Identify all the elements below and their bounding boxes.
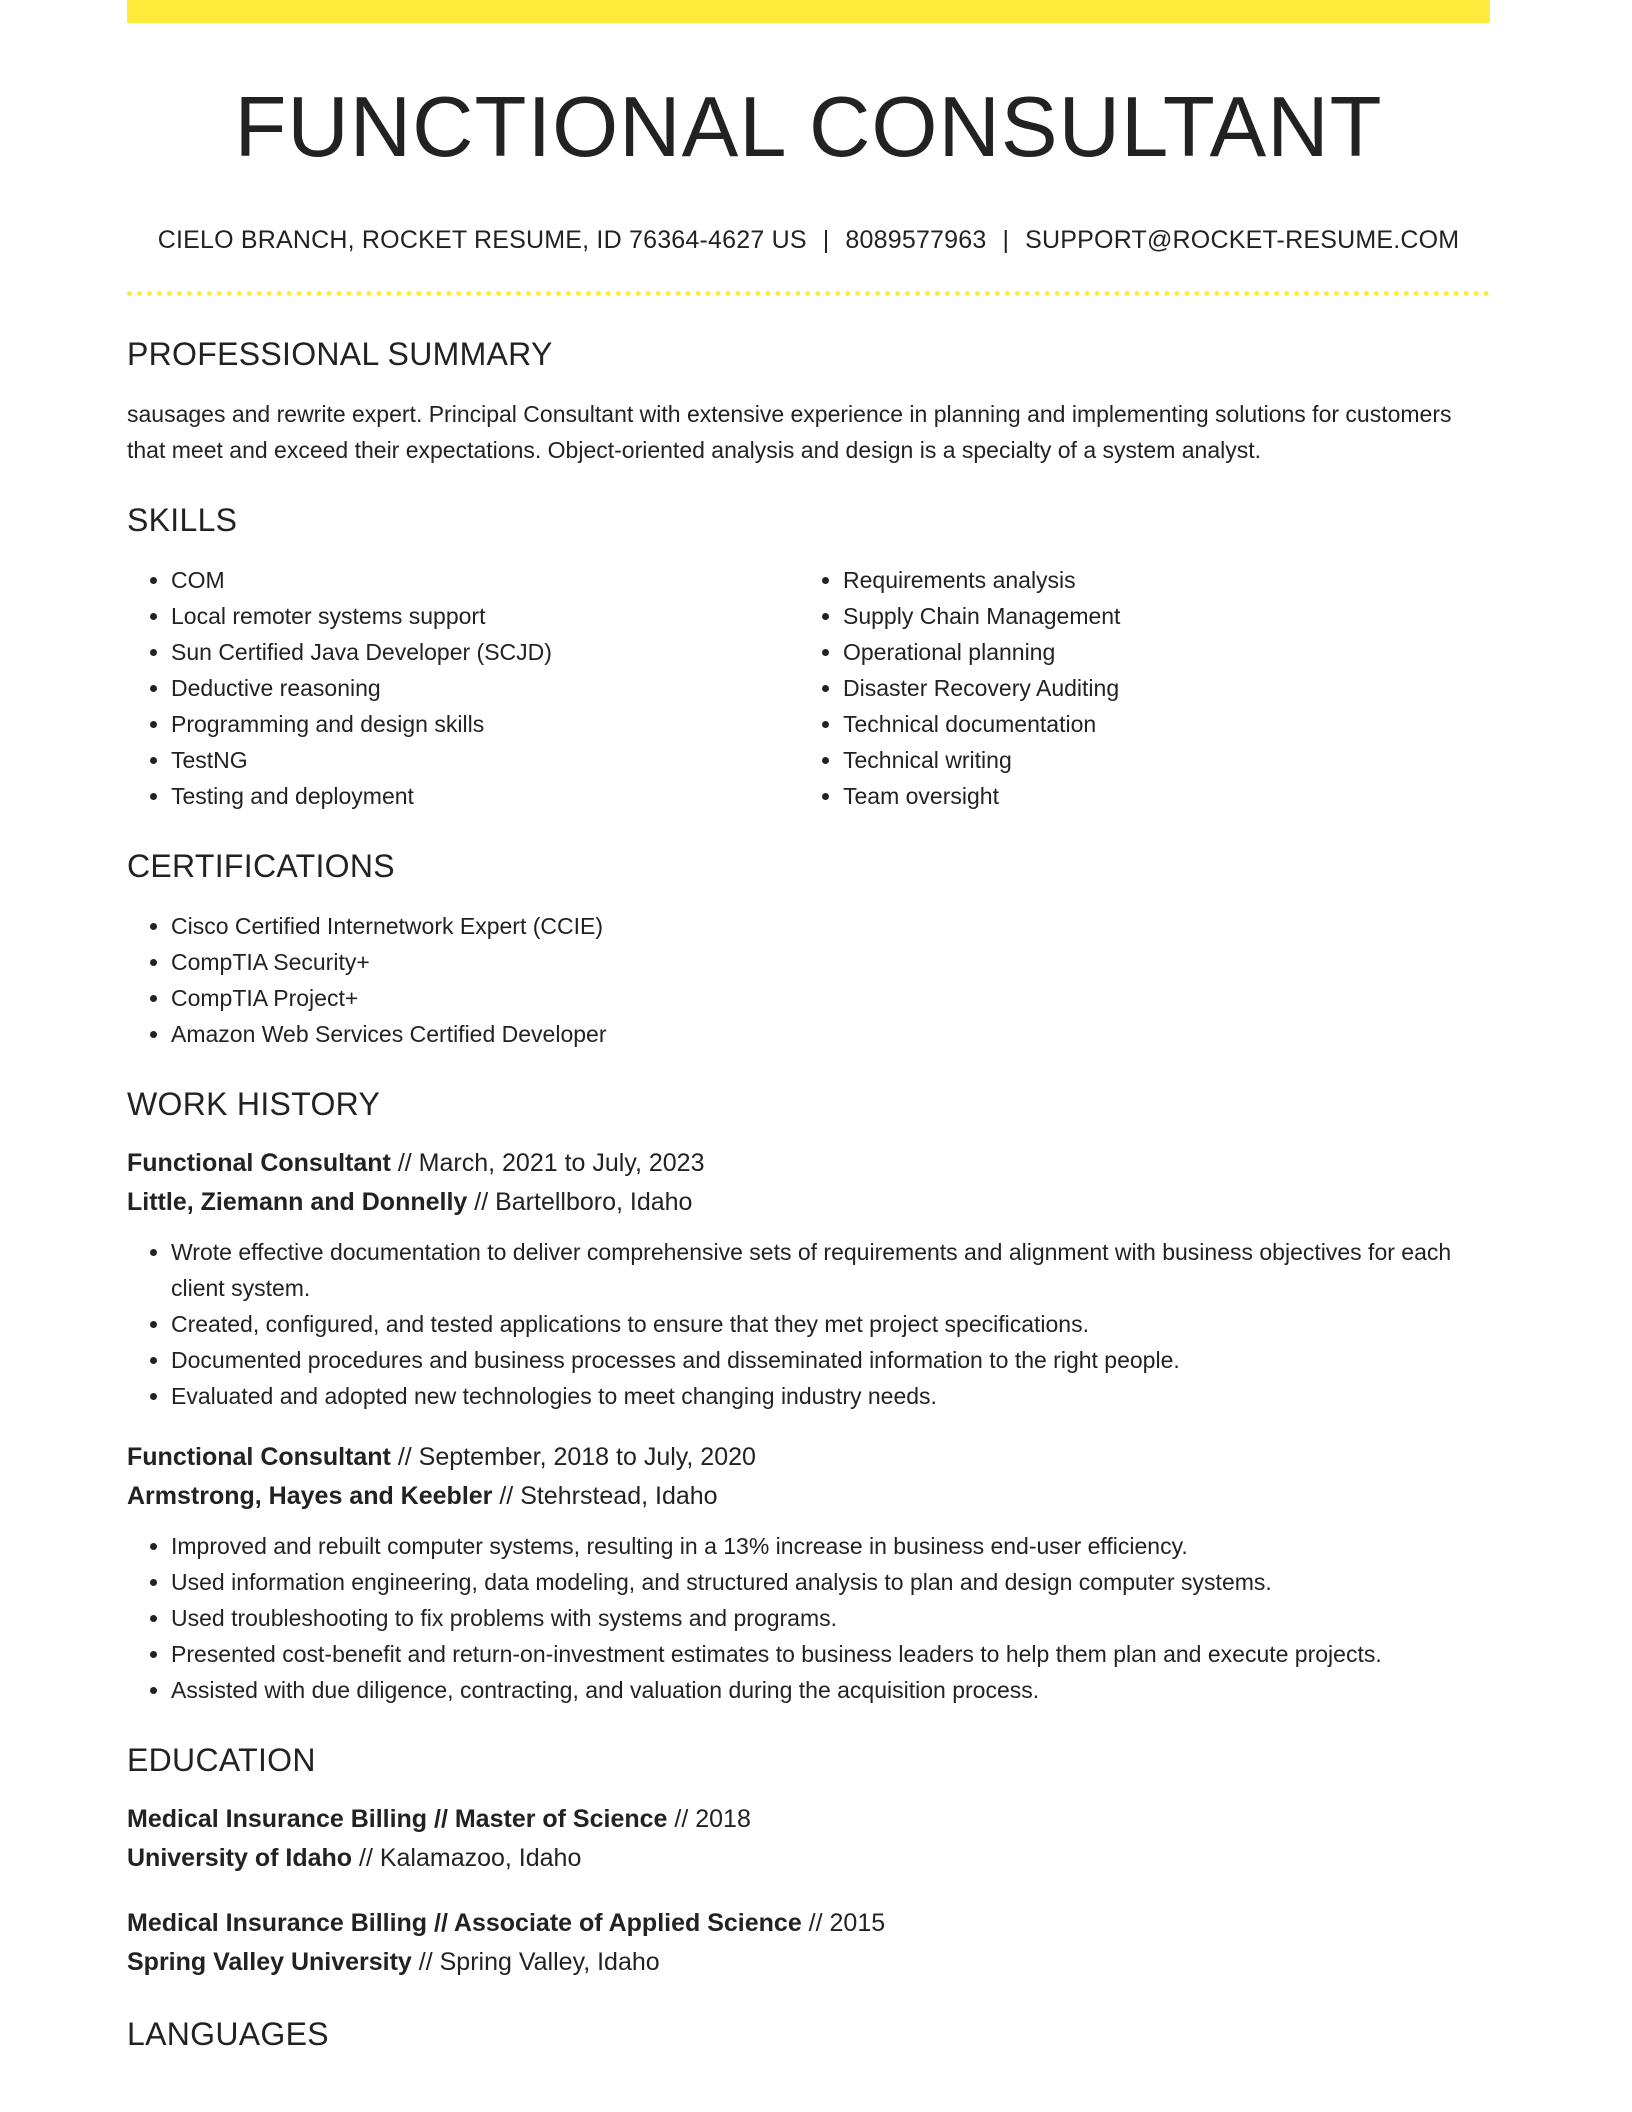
job-duty-item: • Created, configured, and tested applications to ensure that they met project specifications. — [171, 1306, 1490, 1342]
education-degree: Medical Insurance Billing // Master of Science — [127, 1805, 668, 1833]
skill-item: • Deductive reasoning — [171, 670, 799, 706]
job-entry — [127, 1438, 1490, 1708]
education-location: // Kalamazoo, Idaho — [352, 1844, 582, 1872]
job-duty-item: • Presented cost-benefit and return-on-investment estimates to business leaders to help them plan and execute projects. — [171, 1636, 1490, 1672]
job-company-line — [127, 1183, 1490, 1222]
dotted-divider — [127, 291, 1490, 296]
skill-item: • Technical documentation — [843, 706, 1471, 742]
job-duties — [127, 1528, 1490, 1708]
contact-address: CIELO BRANCH, ROCKET RESUME, ID 76364-4627 US — [157, 226, 807, 254]
education-entry — [127, 1800, 1490, 1878]
summary-text: sausages and rewrite expert. Principal Consultant with extensive experience in planning and implementing solutions for customers that meet and exceed their expectations. Object-oriented analysis and design is a specialty of a system analyst. — [127, 401, 1452, 463]
job-role: Functional Consultant — [127, 1443, 391, 1471]
job-duty-item: • Documented procedures and business processes and disseminated information to the right people. — [171, 1342, 1490, 1378]
candidate-name: FUNCTIONAL CONSULTANT — [234, 80, 1383, 175]
skill-item: • COM — [171, 562, 799, 598]
contact-line — [127, 226, 1490, 255]
job-company: Armstrong, Hayes and Keebler — [127, 1482, 493, 1510]
skill-item: • Operational planning — [843, 634, 1471, 670]
skill-item: • Local remoter systems support — [171, 598, 799, 634]
skill-item: • Programming and design skills — [171, 706, 799, 742]
section-title-summary: PROFESSIONAL SUMMARY — [127, 336, 553, 372]
resume-page — [127, 0, 1490, 2050]
job-role: Functional Consultant — [127, 1149, 391, 1177]
job-entry — [127, 1144, 1490, 1414]
education-year: // 2015 — [801, 1909, 886, 1937]
skill-item: • Requirements analysis — [843, 562, 1471, 598]
certification-item: • Amazon Web Services Certified Developer — [171, 1016, 1490, 1052]
skills-column-right — [799, 562, 1471, 814]
skill-item: • Sun Certified Java Developer (SCJD) — [171, 634, 799, 670]
skill-item: • TestNG — [171, 742, 799, 778]
skill-item: • Team oversight — [843, 778, 1471, 814]
skill-item: • Technical writing — [843, 742, 1471, 778]
education-school-line — [127, 1839, 1490, 1878]
job-duty-item: • Assisted with due diligence, contracting, and valuation during the acquisition process. — [171, 1672, 1490, 1708]
education-entry — [127, 1904, 1490, 1982]
education-year: // 2018 — [667, 1805, 751, 1833]
section-title-skills: SKILLS — [127, 502, 238, 538]
skill-item: • Testing and deployment — [171, 778, 799, 814]
accent-top-bar — [127, 0, 1490, 23]
education-degree-line — [127, 1904, 1490, 1943]
education-location: // Spring Valley, Idaho — [411, 1948, 660, 1976]
education-degree: Medical Insurance Billing // Associate of Applied Science — [127, 1909, 802, 1937]
certification-item: • CompTIA Security+ — [171, 944, 1490, 980]
job-title-line — [127, 1438, 1490, 1477]
education-school: Spring Valley University — [127, 1948, 412, 1976]
job-duty-item: • Improved and rebuilt computer systems, resulting in a 13% increase in business end-user efficiency. — [171, 1528, 1490, 1564]
job-duties — [127, 1234, 1490, 1414]
job-company: Little, Ziemann and Donnelly — [127, 1188, 468, 1216]
section-title-work-history: WORK HISTORY — [127, 1086, 381, 1122]
education-school-line — [127, 1943, 1490, 1982]
contact-phone: 8089577963 — [845, 226, 987, 254]
job-duty-item: • Used information engineering, data modeling, and structured analysis to plan and design computer systems. — [171, 1564, 1490, 1600]
job-duty-item: • Evaluated and adopted new technologies to meet changing industry needs. — [171, 1378, 1490, 1414]
skills-columns — [127, 562, 1490, 814]
skills-column-left — [127, 562, 799, 814]
job-location: // Stehrstead, Idaho — [492, 1482, 718, 1510]
section-title-education: EDUCATION — [127, 1742, 316, 1778]
education-school: University of Idaho — [127, 1844, 353, 1872]
job-dates: // March, 2021 to July, 2023 — [390, 1149, 705, 1177]
certification-list — [127, 908, 1490, 1052]
section-title-languages: LANGUAGES — [127, 2016, 329, 2052]
certification-item: • Cisco Certified Internetwork Expert (CCIE) — [171, 908, 1490, 944]
contact-separator: | — [1002, 226, 1010, 254]
job-duty-item: • Wrote effective documentation to deliver comprehensive sets of requirements and alignment with business objectives for each client system. — [171, 1234, 1490, 1306]
contact-separator: | — [822, 226, 830, 254]
job-title-line — [127, 1144, 1490, 1183]
job-duty-item: • Used troubleshooting to fix problems with systems and programs. — [171, 1600, 1490, 1636]
skill-item: • Supply Chain Management — [843, 598, 1471, 634]
education-degree-line — [127, 1800, 1490, 1839]
job-dates: // September, 2018 to July, 2020 — [390, 1443, 756, 1471]
contact-email[interactable]: SUPPORT@ROCKET-RESUME.COM — [1025, 226, 1460, 254]
job-company-line — [127, 1477, 1490, 1516]
job-location: // Bartellboro, Idaho — [467, 1188, 693, 1216]
skill-item: • Disaster Recovery Auditing — [843, 670, 1471, 706]
certification-item: • CompTIA Project+ — [171, 980, 1490, 1016]
section-title-certifications: CERTIFICATIONS — [127, 848, 395, 884]
